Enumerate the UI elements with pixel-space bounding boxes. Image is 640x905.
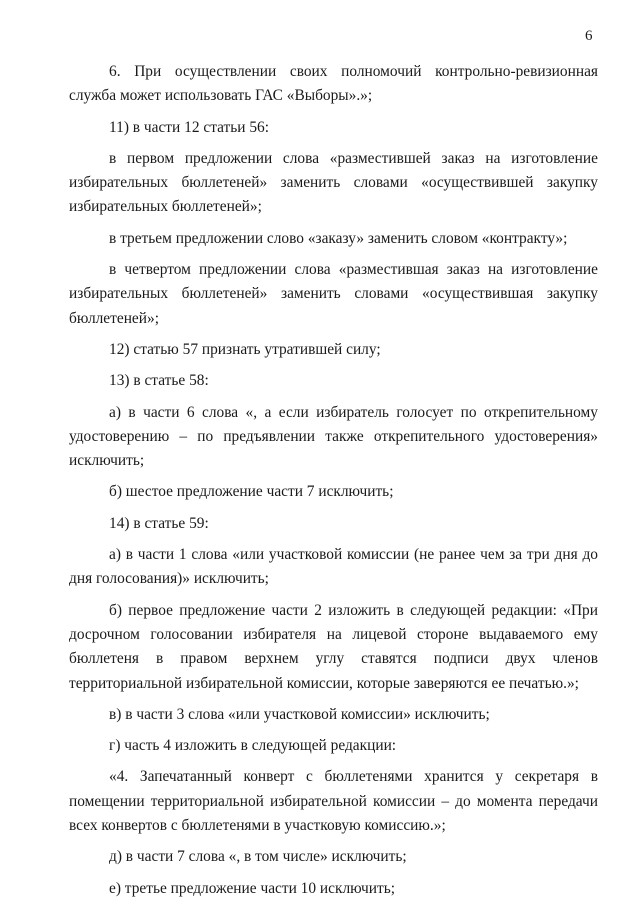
paragraph: «4. Запечатанный конверт с бюллетенями хранится у секретаря в помещении территориальной избирательной комиссии – до момента передачи всех конвертов с бюллетенями в участковую комиссию.»; [69, 768, 598, 835]
paragraph: 6. При осуществлении своих полномочий контрольно-ревизионная служба может использовать ГАС «Выборы».»; [69, 63, 598, 105]
paragraph: б) первое предложение части 2 изложить в следующей редакции: «При досрочном голосовании избирателя на лицевой стороне выдаваемого ему бюллетеня в правом верхнем углу ставятся подписи двух членов территориальной избирательной комиссии, которые заверяются ее печатью.»; [69, 601, 598, 692]
paragraph: д) в части 7 слова «, в том числе» исключить; [109, 848, 407, 866]
paragraph: 11) в части 12 статьи 56: [109, 118, 270, 136]
paragraph: 14) в статье 59: [109, 514, 209, 532]
paragraph: а) в части 1 слова «или участковой комиссии (не ранее чем за три дня до дня голосования)» исключить; [69, 546, 598, 588]
paragraph: г) часть 4 изложить в следующей редакции: [109, 737, 397, 755]
paragraph: в четвертом предложении слова «разместившая заказ на изготовление избирательных бюллетеней» заменить словами «осуществившая закупку бюллетеней»; [69, 261, 598, 327]
page-number: 6 [585, 28, 593, 44]
paragraph: а) в части 6 слова «, а если избиратель голосует по открепительному удостоверению – по предъявлении также открепительного удостоверения» исключить; [69, 403, 598, 470]
paragraph: 12) статью 57 признать утратившей силу; [109, 340, 381, 358]
paragraph: е) третье предложение части 10 исключить; [109, 879, 396, 897]
document-body [69, 60, 598, 901]
paragraph: в) в части 3 слова «или участковой комиссии» исключить; [109, 705, 490, 723]
paragraph: в третьем предложении слово «заказу» заменить словом «контракту»; [109, 229, 568, 247]
paragraph: б) шестое предложение части 7 исключить; [109, 483, 394, 501]
paragraph: в первом предложении слова «разместившей заказ на изготовление избирательных бюллетеней» заменить словами «осуществившей закупку избирательных бюллетеней»; [69, 149, 598, 216]
paragraph: 13) в статье 58: [109, 372, 209, 390]
